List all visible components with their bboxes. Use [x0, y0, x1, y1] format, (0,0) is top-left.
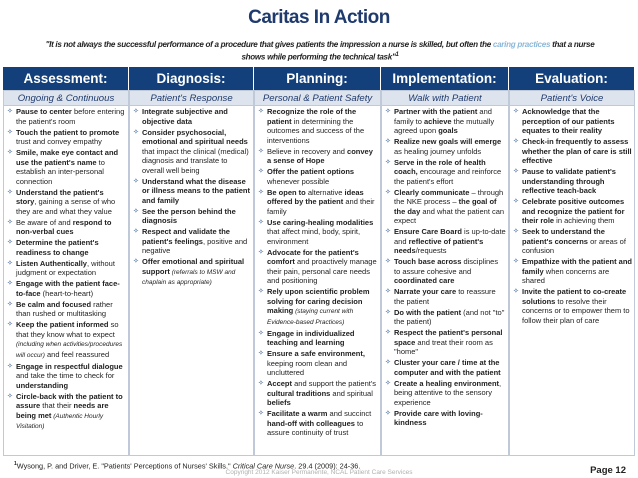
citation-text: Wysong, P. and Driver, E. "Patients' Perceptions of Nurses' Skills." — [16, 461, 233, 471]
bold-text: Pause to validate patient's understanding through reflective teach-back — [522, 167, 616, 195]
plain-text: keeping room clean and uncluttered — [267, 358, 348, 377]
bold-text: the goal of the day — [394, 197, 497, 216]
bold-text: Rely upon scientific problem solving for caring decision making — [267, 287, 370, 315]
list-item-text — [16, 148, 126, 186]
bold-text: reflective of patient's needs — [394, 236, 484, 255]
bold-text: beliefs — [267, 398, 291, 407]
diamond-bullet-icon: ✧ — [258, 288, 264, 295]
diamond-bullet-icon: ✧ — [258, 147, 264, 155]
list-item-text — [16, 320, 126, 360]
bold-text: convey a sense of Hope — [267, 146, 373, 165]
diamond-bullet-icon: ✧ — [258, 188, 264, 196]
list-item-text — [522, 167, 632, 196]
list-item — [385, 308, 506, 327]
plain-text: to reassure the patient — [394, 287, 496, 306]
list-item — [7, 128, 126, 147]
diamond-bullet-icon: ✧ — [7, 362, 13, 370]
bold-text: Be calm and focused — [16, 299, 92, 309]
bold-text: Respect and validate the patient's feelings — [142, 227, 230, 246]
list-item-text — [394, 287, 506, 306]
plain-text: , being attentive to the sensory experience — [394, 378, 502, 407]
column-subheaders — [3, 90, 635, 106]
list-item-text — [267, 287, 378, 327]
diamond-bullet-icon: ✧ — [385, 329, 391, 336]
list-item-text — [394, 328, 506, 357]
diamond-bullet-icon: ✧ — [513, 168, 519, 175]
list-item-text — [267, 188, 378, 217]
column-assessment — [3, 106, 129, 456]
plain-text: the mutually agreed upon — [394, 116, 495, 135]
list-item — [258, 218, 378, 247]
list-item-text — [16, 362, 126, 391]
bold-text: needs are being met — [16, 401, 109, 420]
bold-text: Offer the patient options — [267, 167, 355, 176]
plain-text: whenever possible — [267, 176, 330, 186]
diamond-bullet-icon: ✧ — [385, 288, 391, 295]
diamond-bullet-icon: ✧ — [385, 138, 391, 145]
list-item-text — [142, 207, 251, 226]
diamond-bullet-icon: ✧ — [133, 228, 139, 235]
list-item-text — [522, 287, 632, 325]
subheader-implementation: Walk with Patient — [381, 90, 509, 106]
column-diagnosis — [129, 106, 254, 456]
column-implementation — [381, 106, 509, 456]
list-item — [385, 257, 506, 286]
list-item-text — [522, 257, 632, 286]
plain-text: that their — [40, 401, 74, 410]
bold-text: Clearly communicate — [394, 187, 470, 197]
bold-text: Listen Authentically — [16, 258, 87, 268]
citation-journal: Critical Care Nurse — [232, 461, 295, 471]
bold-text: Narrate your care — [394, 287, 457, 296]
list-item — [385, 107, 506, 136]
list-item — [258, 379, 378, 408]
bold-text: Smile, make eye contact and use the patient's name — [16, 148, 119, 167]
bold-text: Provide care with loving-kindness — [394, 408, 483, 427]
plain-text: and what the patient can expect — [394, 206, 505, 225]
plain-text: and succinct — [327, 409, 372, 418]
plain-text: (and not "to" the patient) — [394, 307, 505, 326]
list-item — [513, 167, 632, 196]
bold-text: Recognize the role of the patient — [267, 107, 357, 126]
list-item — [7, 300, 126, 319]
plain-text: that impact the clinical (medical) diagnosis and translate to overall well being — [142, 146, 249, 175]
list-item-text — [267, 107, 378, 145]
plain-text: to establish an inter-personal connection — [16, 157, 105, 186]
page-title: Caritas In Action — [248, 7, 390, 28]
list-item-text — [522, 197, 632, 226]
quote-text: "It is not always the successful performance of a procedure that gives patients the impression a nurse is skilled, but often the — [45, 40, 493, 49]
plain-text: rather than rushed or multitasking — [16, 299, 113, 318]
diamond-bullet-icon: ✧ — [258, 329, 264, 337]
diamond-bullet-icon: ✧ — [133, 258, 139, 265]
bold-text: Facilitate a warm — [267, 409, 328, 418]
quote-text-end: that a nurse shows while performing the technical task" — [241, 40, 595, 62]
list-item — [7, 362, 126, 391]
list-item — [258, 107, 378, 145]
plain-text: , positive and negative — [142, 236, 248, 255]
plain-text: , without judgment or expectation — [16, 258, 115, 277]
list-item — [7, 107, 126, 126]
plain-text: or areas of confusion — [522, 236, 626, 255]
bold-text: Ensure Care Board — [394, 227, 462, 236]
diamond-bullet-icon: ✧ — [513, 108, 519, 115]
list-item — [385, 137, 506, 156]
plain-text: and spiritual — [330, 388, 373, 398]
list-item-text — [394, 409, 506, 428]
bold-text: Create a healing environment — [394, 378, 500, 388]
list-item — [133, 107, 251, 126]
list-item — [513, 287, 632, 325]
plain-text: disciplines to assure cohesive and — [394, 257, 499, 276]
bold-text: Celebrate positive outcomes and recognize the patient for their role — [522, 197, 625, 225]
columns-body — [3, 106, 635, 456]
list-item-text — [267, 218, 378, 247]
bold-text: Touch base across — [394, 257, 462, 266]
plain-text: and proactively manage their pain, personal care needs and positioning — [267, 257, 377, 285]
list-item — [258, 329, 378, 348]
list-item-text — [394, 257, 506, 286]
diamond-bullet-icon: ✧ — [7, 149, 13, 156]
bold-text: Do with the patient — [394, 307, 462, 317]
subheader-evaluation: Patient's Voice — [509, 90, 635, 106]
bold-text: Serve in the role of health coach, — [394, 157, 486, 176]
list-item-text — [267, 379, 378, 408]
diamond-bullet-icon: ✧ — [385, 308, 391, 316]
diamond-bullet-icon: ✧ — [7, 108, 13, 115]
bold-text: respond to non-verbal cues — [16, 217, 112, 236]
bold-text: See the person behind the diagnosis — [142, 206, 236, 225]
list-item-text — [142, 107, 251, 126]
list-item — [7, 238, 126, 257]
plain-text: and feel reassured — [44, 349, 110, 359]
list-item — [385, 227, 506, 256]
list-item-text — [142, 257, 251, 288]
column-planning — [254, 106, 381, 456]
list-item — [258, 188, 378, 217]
list-item — [7, 188, 126, 217]
list-item-text — [267, 167, 378, 186]
plain-text: and family to — [394, 107, 492, 126]
list-item-text — [142, 128, 251, 176]
header-assessment: Assessment: — [3, 67, 129, 90]
diamond-bullet-icon: ✧ — [258, 218, 264, 226]
bold-text: Use caring-healing modalities — [267, 217, 374, 227]
diamond-bullet-icon: ✧ — [258, 380, 264, 387]
bold-text: coordinated care — [394, 276, 455, 285]
list-item — [385, 358, 506, 377]
column-evaluation — [509, 106, 635, 456]
diamond-bullet-icon: ✧ — [7, 239, 13, 246]
header-diagnosis: Diagnosis: — [129, 67, 254, 90]
bold-text: Empathize with the patient and family — [522, 257, 633, 276]
list-item — [258, 248, 378, 286]
list-item-text — [394, 358, 506, 377]
diamond-bullet-icon: ✧ — [7, 218, 13, 226]
diamond-bullet-icon: ✧ — [385, 409, 391, 417]
list-item — [7, 392, 126, 432]
plain-text: so that they know what to expect — [16, 320, 119, 339]
diamond-bullet-icon: ✧ — [385, 108, 391, 115]
diamond-bullet-icon: ✧ — [385, 188, 391, 196]
plain-text: Believe in recovery and — [267, 146, 348, 156]
bold-text: Ensure a safe environment, — [267, 349, 365, 358]
bold-text: Partner with the patient — [394, 107, 478, 116]
plain-text: /requests — [415, 246, 447, 255]
italic-note: (Authentic Hourly Visitation) — [16, 412, 104, 430]
plain-text: trust and convey empathy — [16, 137, 102, 146]
diamond-bullet-icon: ✧ — [258, 350, 264, 357]
plain-text: as healing journey unfolds — [394, 146, 482, 156]
list-item — [385, 379, 506, 408]
diamond-bullet-icon: ✧ — [7, 259, 13, 267]
list-item — [258, 349, 378, 378]
bold-text: Engage with the patient face-to-face — [16, 279, 120, 298]
plain-text: is up-to-date and — [394, 227, 506, 246]
diamond-bullet-icon: ✧ — [258, 410, 264, 417]
list-item-text — [16, 300, 126, 319]
diamond-bullet-icon: ✧ — [513, 258, 519, 265]
diamond-bullet-icon: ✧ — [7, 280, 13, 287]
plain-text: that affect mind, body, spirit, environment — [267, 227, 361, 246]
list-item — [258, 147, 378, 166]
list-item-text — [394, 188, 506, 226]
list-item-text — [394, 227, 506, 256]
list-item — [513, 137, 632, 166]
bold-text: ideas offered by the patient — [267, 187, 364, 206]
list-item-text — [394, 137, 506, 156]
diamond-bullet-icon: ✧ — [385, 379, 391, 387]
list-item — [513, 227, 632, 256]
list-item-text — [394, 308, 506, 327]
list-item — [513, 107, 632, 136]
bold-text: hand-off with colleagues — [267, 418, 355, 428]
citation-end: . 29.4 (2009): 24-36. — [294, 461, 361, 471]
list-item — [385, 287, 506, 306]
bold-text: Respect the patient's personal space — [394, 328, 503, 347]
bold-text: Keep the patient informed — [16, 320, 109, 329]
list-item-text — [142, 177, 251, 206]
list-item-text — [142, 227, 251, 256]
list-item-text — [522, 137, 632, 166]
diamond-bullet-icon: ✧ — [513, 228, 519, 235]
bold-text: Determine the patient's readiness to change — [16, 238, 99, 257]
bold-text: Understand the patient's story — [16, 187, 104, 206]
bold-text: Invite the patient to co-create solutions — [522, 287, 627, 306]
list-item-text — [16, 259, 126, 278]
list-item-text — [16, 392, 126, 432]
diamond-bullet-icon: ✧ — [133, 108, 139, 115]
plain-text: and their family — [267, 197, 375, 216]
list-item — [385, 409, 506, 428]
header-planning: Planning: — [254, 67, 381, 90]
plain-text: (heart-to-heart) — [40, 288, 94, 298]
copyright: Copyright 2012 Kaiser Permanente, NCAL Patient Care Services — [225, 469, 413, 476]
plain-text: before entering the patient's room — [16, 107, 125, 126]
page-number: Page 12 — [590, 465, 626, 476]
plain-text: when concerns are shared — [522, 266, 610, 285]
list-item — [7, 218, 126, 237]
bold-text: Check-in frequently to assess whether the plan of care is still effective — [522, 137, 632, 165]
plain-text: in achieving them — [554, 216, 615, 225]
italic-note: (referrals to MSW and chaplain as appropriate) — [142, 268, 236, 286]
diamond-bullet-icon: ✧ — [7, 300, 13, 308]
list-item — [258, 167, 378, 186]
bold-text: Pause to center — [16, 107, 72, 116]
bold-text: understanding — [16, 380, 69, 390]
bold-text: Engage in respectful dialogue — [16, 361, 123, 371]
list-item-text — [16, 188, 126, 217]
diamond-bullet-icon: ✧ — [7, 392, 13, 400]
plain-text: and take the time to check for — [16, 371, 115, 380]
list-item-text — [16, 218, 126, 237]
list-item — [7, 320, 126, 360]
header-implementation: Implementation: — [381, 67, 509, 90]
list-item — [385, 158, 506, 187]
list-item-text — [522, 227, 632, 256]
bold-text: Integrate subjective and objective data — [142, 107, 228, 126]
citation-ref: 1 — [14, 461, 17, 467]
diamond-bullet-icon: ✧ — [385, 158, 391, 166]
list-item-text — [16, 279, 126, 298]
list-item — [133, 177, 251, 206]
bold-text: goals — [438, 126, 458, 135]
column-headers — [3, 67, 635, 90]
diamond-bullet-icon: ✧ — [7, 188, 13, 196]
diamond-bullet-icon: ✧ — [258, 248, 264, 256]
bold-text: Engage in individualized teaching and learning — [267, 328, 355, 347]
plain-text: , gaining a sense of who they are and what they value — [16, 197, 116, 216]
plain-text: alternative — [305, 187, 345, 197]
list-item — [258, 287, 378, 327]
list-item-text — [394, 107, 506, 136]
diamond-bullet-icon: ✧ — [133, 207, 139, 215]
list-item — [133, 227, 251, 256]
intro-quote — [40, 39, 600, 63]
list-item-text — [267, 147, 378, 166]
list-item — [513, 257, 632, 286]
list-item-text — [394, 379, 506, 408]
diamond-bullet-icon: ✧ — [258, 108, 264, 115]
list-item-text — [267, 248, 378, 286]
bold-text: Realize new goals will emerge — [394, 137, 502, 146]
italic-note: (including when activities/procedures will occur) — [16, 341, 123, 359]
quote-highlight: caring practices — [492, 40, 551, 49]
plain-text: and support the patient's — [292, 379, 377, 388]
bold-text: Cluster your care / time at the computer and with the patient — [394, 358, 501, 377]
diamond-bullet-icon: ✧ — [258, 168, 264, 175]
bold-text: Seek to understand the patient's concerns — [522, 227, 605, 246]
bold-text: Be open to — [267, 187, 306, 197]
list-item — [133, 257, 251, 288]
list-item — [385, 328, 506, 357]
header-evaluation: Evaluation: — [509, 67, 635, 90]
list-item — [7, 279, 126, 298]
plain-text: in determining the outcomes and success of the interventions — [267, 116, 365, 145]
plain-text: to resolve their concerns or to empower them to follow their plan of care — [522, 296, 630, 325]
diamond-bullet-icon: ✧ — [385, 258, 391, 265]
subheader-diagnosis: Patient's Response — [129, 90, 254, 106]
list-item — [385, 188, 506, 226]
diamond-bullet-icon: ✧ — [513, 198, 519, 205]
bold-text: Understand what the disease or illness means to the patient and family — [142, 176, 250, 205]
list-item — [513, 197, 632, 226]
diamond-bullet-icon: ✧ — [385, 359, 391, 366]
list-item — [7, 259, 126, 278]
list-item-text — [267, 329, 378, 348]
bold-text: Offer emotional and spiritual support — [142, 257, 245, 276]
bold-text: Accept — [267, 379, 293, 388]
list-item-text — [394, 158, 506, 187]
plain-text: – through the NKE process – — [394, 187, 504, 206]
list-item — [258, 409, 378, 438]
bold-text: Touch the patient to promote — [16, 127, 120, 137]
diamond-bullet-icon: ✧ — [513, 138, 519, 145]
list-item-text — [16, 238, 126, 257]
subheader-assessment: Ongoing & Continuous — [3, 90, 129, 106]
list-item-text — [267, 409, 378, 438]
diamond-bullet-icon: ✧ — [133, 128, 139, 136]
diamond-bullet-icon: ✧ — [133, 177, 139, 185]
list-item-text — [16, 128, 126, 147]
list-item-text — [16, 107, 126, 126]
subheader-planning: Personal & Patient Safety — [254, 90, 381, 106]
plain-text: to assure continuity of trust — [267, 418, 364, 437]
list-item-text — [522, 107, 632, 136]
diamond-bullet-icon: ✧ — [7, 321, 13, 328]
bold-text: Advocate for the patient's comfort — [267, 247, 359, 266]
bold-text: Consider psychosocial, emotional and spiritual needs — [142, 127, 248, 146]
bold-text: cultural traditions — [267, 388, 331, 398]
list-item — [133, 128, 251, 176]
list-item-text — [267, 349, 378, 378]
diamond-bullet-icon: ✧ — [7, 128, 13, 136]
list-item — [133, 207, 251, 226]
plain-text: and treat their room as "home" — [394, 337, 493, 356]
bold-text: Circle-back with the patient to assure — [16, 391, 123, 410]
plain-text: Be aware of and — [16, 217, 73, 227]
list-item — [7, 148, 126, 186]
bold-text: achieve — [424, 116, 452, 126]
quote-ref: 1 — [395, 52, 399, 58]
diamond-bullet-icon: ✧ — [385, 228, 391, 235]
italic-note: (staying current with Evidence-based Practices) — [267, 308, 354, 326]
bold-text: Acknowledge that the perception of our patients equates to their reality — [522, 107, 615, 135]
plain-text: encourage and reinforce the patient's effort — [394, 167, 502, 186]
diamond-bullet-icon: ✧ — [513, 288, 519, 295]
